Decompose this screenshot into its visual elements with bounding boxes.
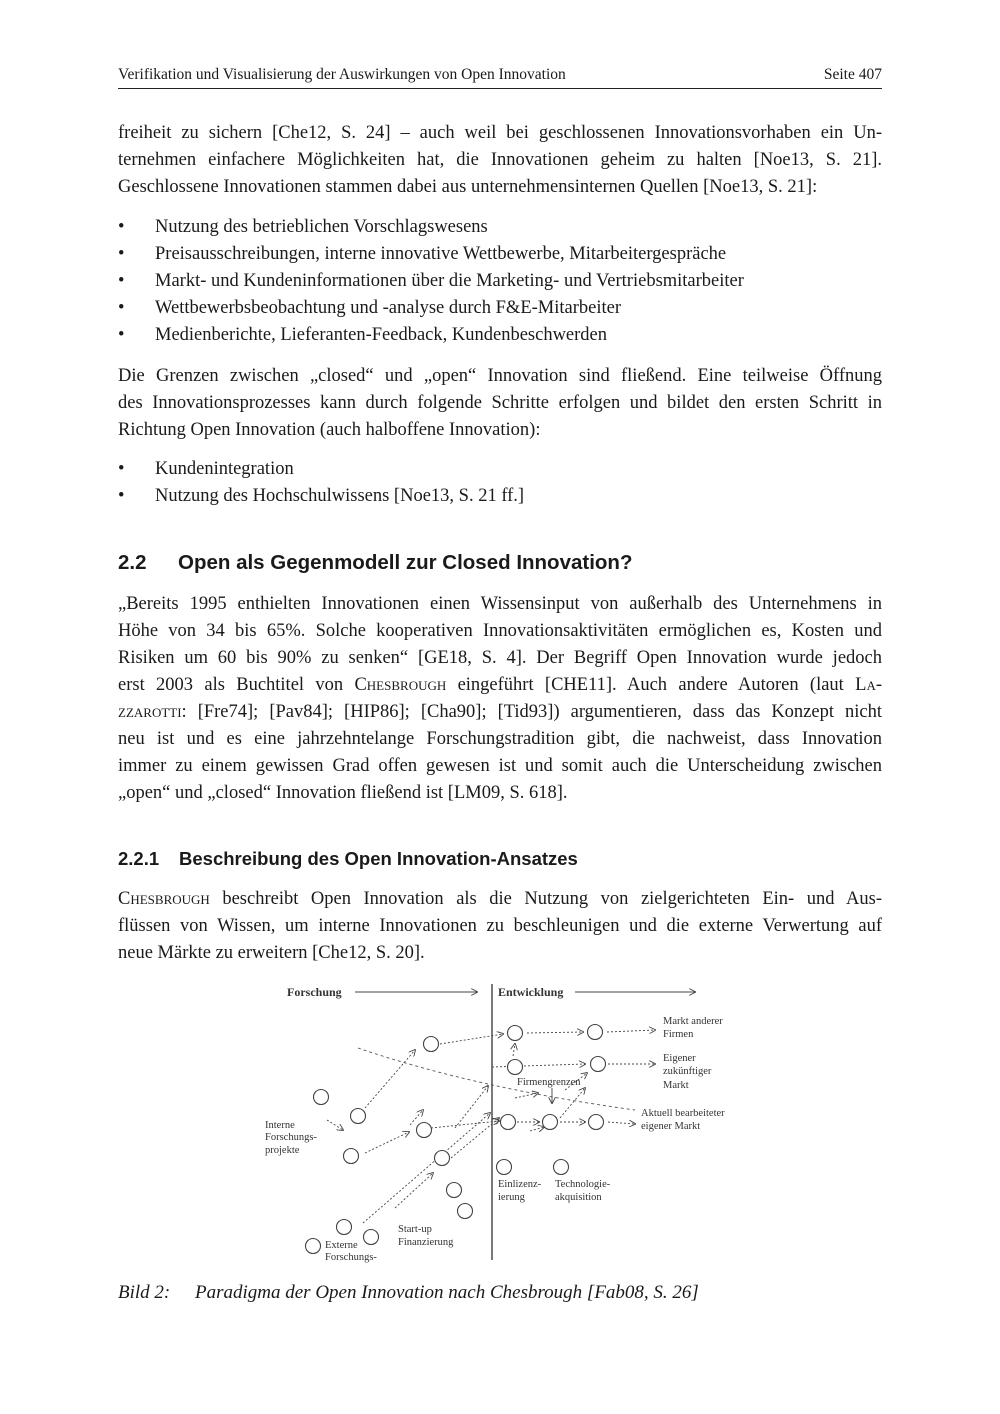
flow-arrow (440, 1034, 503, 1044)
project-circle (344, 1149, 359, 1164)
label-aktueller-markt: Aktuell bearbeiteter (641, 1108, 725, 1119)
paragraph-closed-innovation (118, 120, 882, 201)
section-number: 2.2 (118, 551, 147, 574)
header-title: Verifikation und Visualisierung der Auswirkungen von Open Innovation (118, 66, 566, 83)
text-run: eingeführt [CHE11]. Auch andere Autoren (laut (446, 675, 856, 695)
open-innovation-diagram (255, 978, 765, 1263)
project-circle (314, 1090, 329, 1105)
label-einlizenzierung: Einlizenz- (498, 1179, 542, 1190)
label-firmengrenzen: Firmengrenzen (517, 1077, 581, 1088)
text-line: Die Grenzen zwischen „closed“ und „open“ Innovation sind fließend. Eine teilweise Öffnung (118, 366, 882, 386)
list-item: • Preisausschreibungen, interne innovative Wettbewerbe, Mitarbeitergespräche (118, 241, 744, 268)
paragraph-definition (118, 886, 882, 967)
label-interne-projekte: Forschungs- (265, 1132, 317, 1143)
project-circle (508, 1026, 523, 1041)
text-line: immer zu einem gewissen Grad offen gewesen ist und somit auch die Unterscheidung zwischen (118, 756, 882, 776)
flow-arrow (607, 1030, 655, 1032)
project-circle (337, 1220, 352, 1235)
label-externe-forschung: Forschungs- (325, 1252, 377, 1263)
label-markt-anderer: Firmen (663, 1029, 694, 1040)
bullet-list-internal-sources (118, 214, 744, 349)
text-line: freiheit zu sichern [Che12, S. 24] – auch weil bei geschlossenen Innovationsvorhaben ein Un- (118, 123, 882, 143)
text-line: Risiken um 60 bis 90% zu senken“ [GE18, S. 4]. Der Begriff Open Innovation wurde jedoch (118, 648, 882, 668)
figure-caption (118, 1282, 699, 1304)
label-aktueller-markt: eigener Markt (641, 1121, 701, 1132)
funnel-boundary-top (358, 1048, 635, 1110)
project-circle (501, 1115, 516, 1130)
project-circle (508, 1060, 523, 1075)
label-startup-finanzierung: Start-up (398, 1224, 432, 1235)
diagram-svg (255, 978, 765, 1263)
project-circle (306, 1239, 321, 1254)
project-circle (543, 1115, 558, 1130)
project-circle (424, 1037, 439, 1052)
text-line: „open“ und „closed“ Innovation fließend ist [LM09, S. 618]. (118, 783, 568, 803)
project-circle (364, 1230, 379, 1245)
list-item: • Medienberichte, Lieferanten-Feedback, Kundenbeschwerden (118, 322, 744, 349)
label-eigener-markt: Markt (663, 1080, 689, 1091)
text-line (118, 886, 882, 913)
flow-arrow (492, 1064, 585, 1067)
section-title: Beschreibung des Open Innovation-Ansatzes (179, 848, 578, 869)
list-item: • Markt- und Kundeninformationen über die Marketing- und Vertriebsmitarbeiter (118, 268, 744, 295)
project-circle (447, 1183, 462, 1198)
label-entwicklung: Entwicklung (498, 985, 564, 999)
flow-arrow (455, 1086, 488, 1128)
text-line: Richtung Open Innovation (auch halboffene Innovation): (118, 420, 541, 440)
section-number: 2.2.1 (118, 848, 160, 869)
page-number: Seite 407 (823, 66, 882, 83)
text-line (118, 699, 882, 726)
label-technologieakquisition: Technologie- (555, 1179, 611, 1190)
text-run: beschreibt Open Innovation als die Nutzung von zielgerichteten Ein- und Aus- (209, 889, 882, 909)
text-line: Geschlossene Innovationen stammen dabei aus unternehmensinternen Quellen [Noe13, S. 21]: (118, 177, 818, 197)
label-eigener-markt: Eigener (663, 1053, 696, 1064)
label-externe-forschung: Externe (325, 1240, 358, 1251)
flow-arrow (515, 1093, 538, 1098)
label-interne-projekte: Interne (265, 1120, 295, 1131)
list-item: • Kundenintegration (118, 456, 524, 483)
author-name: Chesbrough (354, 675, 447, 695)
flow-arrow (365, 1132, 409, 1153)
project-circle (458, 1204, 473, 1219)
section-heading-2-2 (118, 551, 632, 575)
text-line: flüssen von Wissen, um interne Innovationen zu beschleunigen und die externe Verwertung auf (118, 916, 882, 936)
section-title: Open als Gegenmodell zur Closed Innovation? (178, 551, 633, 574)
project-circle (591, 1057, 606, 1072)
project-circle (497, 1160, 512, 1175)
flow-arrow (327, 1120, 343, 1130)
label-eigener-markt: zukünftiger (663, 1066, 712, 1077)
bullet-list-semi-open (118, 456, 524, 510)
author-name: zzarotti (118, 702, 182, 722)
list-item: • Nutzung des Hochschulwissens [Noe13, S. 21 ff.] (118, 483, 524, 510)
project-circle (351, 1109, 366, 1124)
text-line: ternehmen einfachere Möglichkeiten hat, die Innovationen geheim zu halten [Noe13, S. 21]. (118, 150, 882, 170)
author-name: La- (855, 675, 882, 695)
project-circle (588, 1025, 603, 1040)
flow-arrow (527, 1032, 583, 1033)
text-run: : [Fre74]; [Pav84]; [HIP86]; [Cha90]; [Tid93]) argumentieren, dass das Konzept nicht (181, 702, 882, 722)
text-line (118, 672, 882, 699)
text-line: neue Märkte zu erweitern [Che12, S. 20]. (118, 943, 425, 963)
caption-label: Bild 2: (118, 1282, 171, 1303)
label-einlizenzierung: ierung (498, 1192, 525, 1203)
paragraph-boundaries (118, 363, 882, 444)
text-line: „Bereits 1995 enthielten Innovationen einen Wissensinput von außerhalb des Unternehmens in (118, 594, 882, 614)
text-line: neu ist und es eine jahrzehntelange Forschungstradition gibt, die nachweist, dass Innovation (118, 729, 882, 749)
flow-arrow (608, 1122, 635, 1124)
label-markt-anderer: Markt anderer (663, 1016, 723, 1027)
project-circle (435, 1151, 450, 1166)
running-header (118, 66, 882, 89)
label-forschung: Forschung (287, 985, 342, 999)
flow-arrow (365, 1050, 415, 1108)
project-circle (589, 1115, 604, 1130)
text-line: des Innovationsprozesses kann durch folgende Schritte erfolgen und bildet den ersten Schritt in (118, 393, 882, 413)
label-technologieakquisition: akquisition (555, 1192, 602, 1203)
label-interne-projekte: projekte (265, 1145, 300, 1156)
list-item: • Wettbewerbsbeobachtung und -analyse durch F&E-Mitarbeiter (118, 295, 744, 322)
flow-arrow (560, 1088, 585, 1118)
text-run: erst 2003 als Buchtitel von (118, 675, 355, 695)
caption-text: Paradigma der Open Innovation nach Chesbrough [Fab08, S. 26] (195, 1282, 699, 1303)
flow-arrow (530, 1127, 544, 1131)
project-circle (554, 1160, 569, 1175)
flow-arrow (513, 1044, 515, 1056)
section-heading-2-2-1 (118, 848, 578, 870)
label-startup-finanzierung: Finanzierung (398, 1237, 454, 1248)
list-item: • Nutzung des betrieblichen Vorschlagswesens (118, 214, 744, 241)
text-line: Höhe von 34 bis 65%. Solche kooperativen Innovationsaktivitäten ermöglichen es, Kosten und (118, 621, 882, 641)
author-name: Chesbrough (118, 889, 210, 909)
project-circle (417, 1123, 432, 1138)
paragraph-history (118, 591, 882, 807)
